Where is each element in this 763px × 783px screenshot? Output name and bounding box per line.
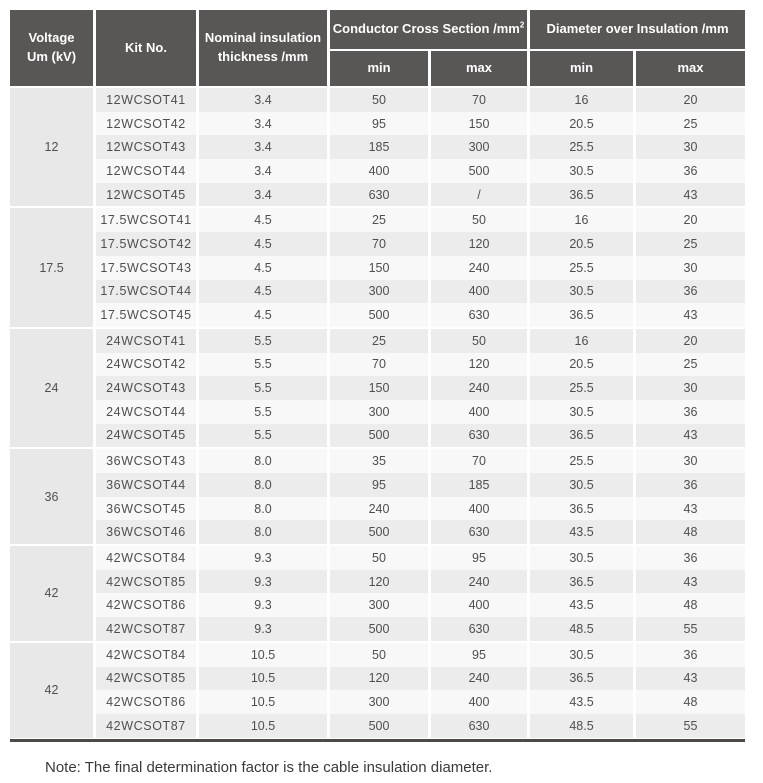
table-row [96,449,745,473]
ccs-min-cell: 300 [330,280,428,304]
kit-cell: 42WCSOT86 [96,690,196,714]
doi-min-cell: 48.5 [530,617,633,641]
table-row [96,617,745,641]
doi-max-cell: 55 [636,714,745,738]
kit-cell: 24WCSOT41 [96,329,196,353]
doi-max-cell: 48 [636,593,745,617]
ccs-min-cell: 95 [330,112,428,136]
ccs-min-cell: 50 [330,643,428,667]
voltage-cell: 36 [10,449,93,544]
ccs-min-cell: 500 [330,424,428,448]
table-body [10,88,745,738]
thickness-cell: 4.5 [199,232,327,256]
ccs-max-cell: / [431,183,527,207]
table-row [96,497,745,521]
table-row [96,112,745,136]
ccs-max-cell: 500 [431,159,527,183]
kit-cell: 42WCSOT86 [96,593,196,617]
doi-max-cell: 30 [636,256,745,280]
doi-max-cell: 20 [636,88,745,112]
header-conductor-superscript: 2 [519,20,525,30]
ccs-max-cell: 50 [431,208,527,232]
thickness-cell: 10.5 [199,667,327,691]
header-nominal-line2: thickness /mm [217,49,309,64]
ccs-max-cell: 50 [431,329,527,353]
thickness-cell: 9.3 [199,617,327,641]
kit-cell: 42WCSOT85 [96,570,196,594]
doi-min-cell: 30.5 [530,159,633,183]
doi-max-cell: 43 [636,570,745,594]
voltage-block [10,449,745,544]
doi-min-cell: 30.5 [530,473,633,497]
kit-spec-table [10,10,745,742]
voltage-cell: 42 [10,643,93,738]
doi-max-cell: 20 [636,208,745,232]
kit-cell: 42WCSOT87 [96,617,196,641]
ccs-min-cell: 500 [330,617,428,641]
voltage-block [10,546,745,641]
thickness-cell: 4.5 [199,208,327,232]
kit-cell: 12WCSOT45 [96,183,196,207]
doi-min-cell: 36.5 [530,570,633,594]
kit-cell: 36WCSOT45 [96,497,196,521]
doi-min-cell: 16 [530,329,633,353]
doi-max-cell: 30 [636,449,745,473]
thickness-cell: 3.4 [199,135,327,159]
doi-min-cell: 30.5 [530,400,633,424]
doi-max-cell: 43 [636,667,745,691]
doi-max-cell: 43 [636,424,745,448]
ccs-min-cell: 35 [330,449,428,473]
doi-min-cell: 16 [530,208,633,232]
block-rows [96,449,745,544]
thickness-cell: 4.5 [199,280,327,304]
table-row [96,546,745,570]
block-rows [96,643,745,738]
ccs-max-cell: 630 [431,303,527,327]
thickness-cell: 8.0 [199,520,327,544]
ccs-max-cell: 120 [431,353,527,377]
doi-min-cell: 30.5 [530,280,633,304]
doi-max-cell: 25 [636,112,745,136]
ccs-max-cell: 630 [431,424,527,448]
table-row [96,424,745,448]
thickness-cell: 8.0 [199,473,327,497]
ccs-max-cell: 630 [431,714,527,738]
kit-cell: 17.5WCSOT45 [96,303,196,327]
voltage-cell: 12 [10,88,93,206]
doi-max-cell: 55 [636,617,745,641]
kit-cell: 12WCSOT42 [96,112,196,136]
doi-max-cell: 20 [636,329,745,353]
doi-max-cell: 36 [636,643,745,667]
doi-max-cell: 36 [636,546,745,570]
ccs-max-cell: 240 [431,256,527,280]
doi-min-cell: 36.5 [530,303,633,327]
doi-min-cell: 25.5 [530,376,633,400]
doi-min-cell: 36.5 [530,497,633,521]
doi-min-cell: 25.5 [530,449,633,473]
doi-min-cell: 36.5 [530,424,633,448]
header-voltage-line2: Um (kV) [26,49,77,64]
kit-cell: 24WCSOT43 [96,376,196,400]
doi-min-cell: 30.5 [530,546,633,570]
header-ccs-min: min [330,51,428,86]
table-row [96,135,745,159]
ccs-min-cell: 500 [330,303,428,327]
doi-min-cell: 20.5 [530,112,633,136]
kit-cell: 36WCSOT46 [96,520,196,544]
ccs-min-cell: 300 [330,400,428,424]
thickness-cell: 8.0 [199,497,327,521]
kit-cell: 12WCSOT41 [96,88,196,112]
header-kit-label: Kit No. [125,39,167,55]
doi-max-cell: 25 [636,232,745,256]
ccs-min-cell: 70 [330,232,428,256]
ccs-min-cell: 300 [330,690,428,714]
thickness-cell: 4.5 [199,303,327,327]
table-row [96,159,745,183]
doi-max-cell: 30 [636,376,745,400]
ccs-max-cell: 240 [431,667,527,691]
table-header [10,10,745,86]
ccs-max-cell: 400 [431,690,527,714]
table-row [96,183,745,207]
ccs-min-cell: 50 [330,546,428,570]
doi-max-cell: 36 [636,159,745,183]
header-ccs-max: max [431,51,527,86]
ccs-max-cell: 400 [431,400,527,424]
ccs-min-cell: 150 [330,376,428,400]
table-row [96,570,745,594]
thickness-cell: 10.5 [199,714,327,738]
ccs-max-cell: 95 [431,546,527,570]
block-rows [96,88,745,206]
doi-max-cell: 43 [636,303,745,327]
ccs-min-cell: 120 [330,570,428,594]
ccs-max-cell: 70 [431,88,527,112]
doi-min-cell: 43.5 [530,593,633,617]
thickness-cell: 9.3 [199,570,327,594]
thickness-cell: 4.5 [199,256,327,280]
kit-cell: 36WCSOT44 [96,473,196,497]
table-row [96,520,745,544]
header-nominal-thickness [199,10,327,86]
table-row [96,714,745,738]
thickness-cell: 5.5 [199,329,327,353]
doi-min-cell: 16 [530,88,633,112]
ccs-max-cell: 400 [431,593,527,617]
doi-min-cell: 30.5 [530,643,633,667]
ccs-max-cell: 95 [431,643,527,667]
thickness-cell: 10.5 [199,643,327,667]
ccs-min-cell: 120 [330,667,428,691]
ccs-min-cell: 500 [330,520,428,544]
kit-cell: 42WCSOT85 [96,667,196,691]
table-bottom-rule [10,739,745,742]
doi-max-cell: 48 [636,690,745,714]
thickness-cell: 5.5 [199,376,327,400]
ccs-max-cell: 240 [431,376,527,400]
table-row [96,643,745,667]
table-row [96,88,745,112]
thickness-cell: 5.5 [199,424,327,448]
ccs-max-cell: 630 [431,617,527,641]
ccs-max-cell: 185 [431,473,527,497]
ccs-min-cell: 400 [330,159,428,183]
header-conductor-group [330,10,527,49]
ccs-max-cell: 400 [431,280,527,304]
kit-cell: 12WCSOT44 [96,159,196,183]
kit-cell: 12WCSOT43 [96,135,196,159]
header-voltage-line1: Voltage [28,30,75,46]
doi-min-cell: 43.5 [530,690,633,714]
thickness-cell: 5.5 [199,400,327,424]
table-row [96,690,745,714]
doi-max-cell: 36 [636,400,745,424]
ccs-min-cell: 185 [330,135,428,159]
table-row [96,303,745,327]
voltage-cell: 17.5 [10,208,93,326]
kit-cell: 42WCSOT84 [96,643,196,667]
ccs-min-cell: 25 [330,329,428,353]
voltage-block [10,643,745,738]
kit-cell: 17.5WCSOT43 [96,256,196,280]
ccs-max-cell: 300 [431,135,527,159]
header-doi-max: max [636,51,745,86]
kit-cell: 42WCSOT87 [96,714,196,738]
ccs-max-cell: 400 [431,497,527,521]
thickness-cell: 3.4 [199,159,327,183]
ccs-max-cell: 70 [431,449,527,473]
kit-cell: 24WCSOT44 [96,400,196,424]
table-row [96,329,745,353]
doi-min-cell: 20.5 [530,232,633,256]
header-diameter-label: Diameter over Insulation /mm [546,21,729,37]
table-row [96,208,745,232]
doi-min-cell: 20.5 [530,353,633,377]
block-rows [96,329,745,447]
ccs-min-cell: 240 [330,497,428,521]
note-text: Note: The final determination factor is the cable insulation diameter. [45,758,493,776]
ccs-min-cell: 70 [330,353,428,377]
header-doi-min: min [530,51,633,86]
doi-max-cell: 36 [636,473,745,497]
ccs-min-cell: 630 [330,183,428,207]
doi-min-cell: 25.5 [530,256,633,280]
block-rows [96,208,745,326]
doi-min-cell: 36.5 [530,667,633,691]
header-conductor-label: Conductor Cross Section $/mm^2$ [332,20,525,37]
header-diameter-group [530,10,745,49]
thickness-cell: 3.4 [199,112,327,136]
table-row [96,400,745,424]
ccs-min-cell: 500 [330,714,428,738]
kit-cell: 24WCSOT45 [96,424,196,448]
table-row [96,376,745,400]
table-row [96,667,745,691]
voltage-cell: 42 [10,546,93,641]
doi-max-cell: 30 [636,135,745,159]
kit-cell: 17.5WCSOT42 [96,232,196,256]
kit-cell: 42WCSOT84 [96,546,196,570]
thickness-cell: 3.4 [199,88,327,112]
thickness-cell: 9.3 [199,546,327,570]
ccs-max-cell: 630 [431,520,527,544]
header-nominal-line1: Nominal insulation [204,30,322,46]
header-voltage [10,10,93,86]
table-row [96,256,745,280]
kit-cell: 17.5WCSOT44 [96,280,196,304]
doi-max-cell: 43 [636,497,745,521]
voltage-block [10,88,745,206]
ccs-min-cell: 300 [330,593,428,617]
block-rows [96,546,745,641]
ccs-max-cell: 120 [431,232,527,256]
doi-max-cell: 43 [636,183,745,207]
table-row [96,473,745,497]
thickness-cell: 8.0 [199,449,327,473]
ccs-min-cell: 95 [330,473,428,497]
ccs-max-cell: 240 [431,570,527,594]
kit-cell: 17.5WCSOT41 [96,208,196,232]
voltage-cell: 24 [10,329,93,447]
doi-min-cell: 48.5 [530,714,633,738]
voltage-block [10,329,745,447]
doi-max-cell: 25 [636,353,745,377]
thickness-cell: 3.4 [199,183,327,207]
kit-cell: 36WCSOT43 [96,449,196,473]
doi-min-cell: 36.5 [530,183,633,207]
doi-max-cell: 36 [636,280,745,304]
table-row [96,593,745,617]
ccs-min-cell: 25 [330,208,428,232]
doi-min-cell: 43.5 [530,520,633,544]
thickness-cell: 5.5 [199,353,327,377]
ccs-max-cell: 150 [431,112,527,136]
voltage-block [10,208,745,326]
kit-cell: 24WCSOT42 [96,353,196,377]
ccs-min-cell: 150 [330,256,428,280]
table-row [96,353,745,377]
doi-max-cell: 48 [636,520,745,544]
ccs-min-cell: 50 [330,88,428,112]
thickness-cell: 9.3 [199,593,327,617]
table-row [96,232,745,256]
header-kit-no [96,10,196,86]
table-row [96,280,745,304]
doi-min-cell: 25.5 [530,135,633,159]
thickness-cell: 10.5 [199,690,327,714]
